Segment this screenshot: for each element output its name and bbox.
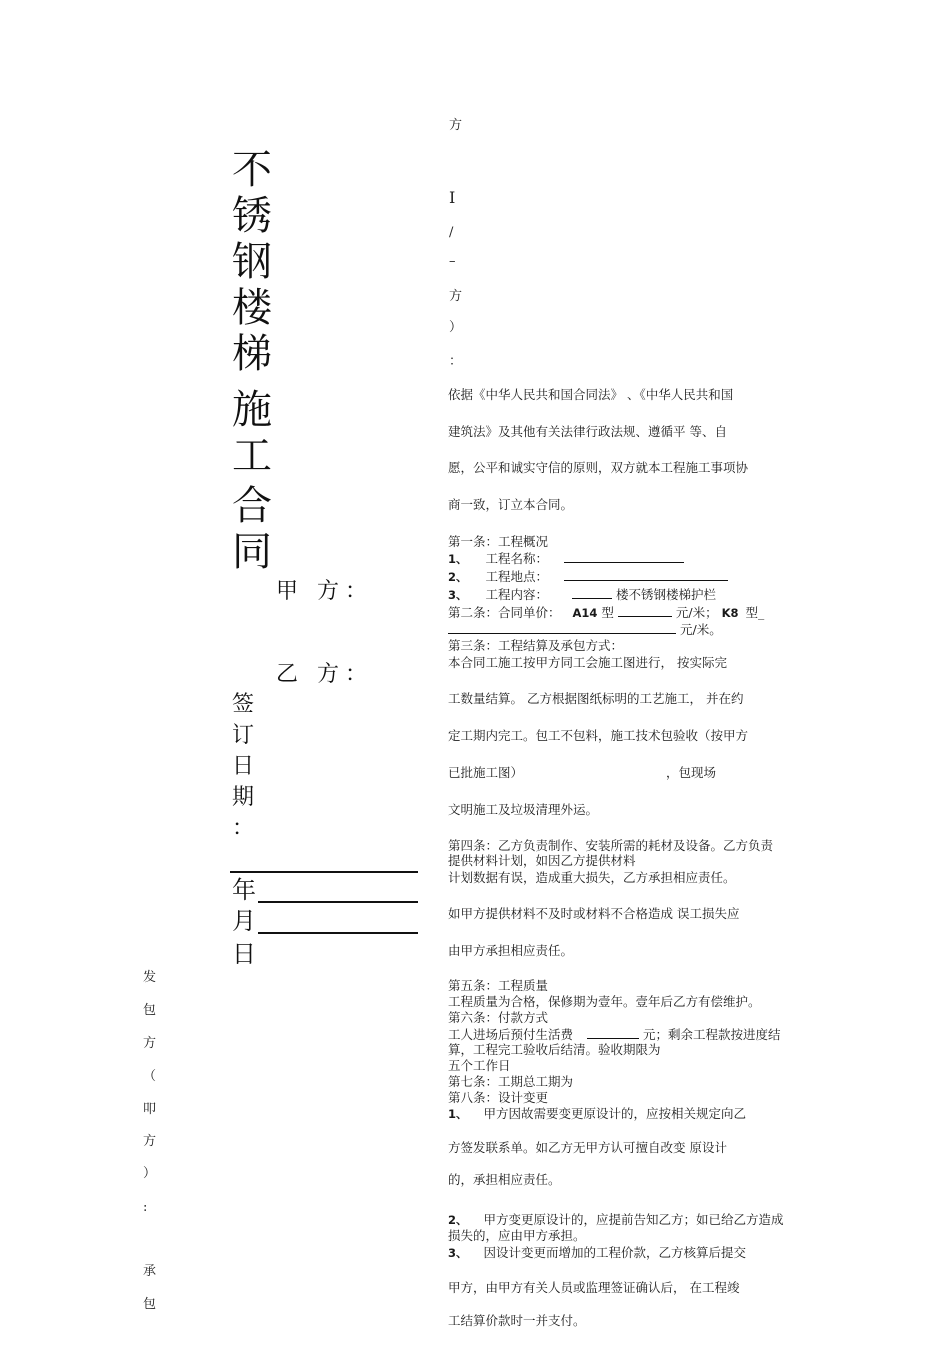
year-label: 年 <box>232 876 256 904</box>
price-a14-blank <box>618 604 672 617</box>
article-4-line: 计划数据有误，造成重大损失，乙方承担相应责任。 <box>448 870 736 885</box>
article-3-line: 定工期内完工。包工不包料，施工技术包验收（按甲方 <box>448 728 749 743</box>
vertical-char: 承 <box>143 1264 157 1279</box>
advance-payment-text: 元；剩余工程款按进度结 <box>642 1027 781 1042</box>
article-2-line <box>448 604 764 621</box>
item-number: 3、 <box>448 1246 468 1260</box>
project-content-label: 工程内容： <box>485 587 549 602</box>
signature-line <box>230 871 418 873</box>
title-char: 同 <box>232 529 272 575</box>
article-1-heading: 第一条：工程概况 <box>448 534 549 549</box>
article-8-line: 的，承担相应责任。 <box>448 1172 561 1187</box>
sign-char: 签 <box>232 692 255 717</box>
sign-char: 日 <box>232 754 255 779</box>
article-1-item-1 <box>448 550 684 567</box>
vertical-char: 包 <box>143 1003 157 1018</box>
vertical-char: 方 <box>449 289 463 304</box>
vertical-char: （ <box>143 1069 157 1084</box>
unit-label: 元/米； <box>675 605 718 620</box>
article-6-line: 五个工作日 <box>448 1058 511 1073</box>
price-k8-blank <box>448 621 676 634</box>
vertical-char: – <box>449 254 456 269</box>
vertical-char: 发 <box>143 970 157 985</box>
vertical-char: 叩 <box>143 1102 157 1117</box>
vertical-char: / <box>449 225 454 240</box>
advance-payment-blank <box>587 1026 639 1039</box>
vertical-char: : <box>143 1200 148 1215</box>
article-8-item-1 <box>448 1106 746 1122</box>
project-content-blank <box>572 586 612 599</box>
type-label: 型 <box>601 605 614 620</box>
item-number: 2、 <box>448 570 468 584</box>
article-8-line: 损失的，应由甲方承担。 <box>448 1228 586 1243</box>
preamble-line: 依据《中华人民共和国合同法》 、《中华人民共和国 <box>448 387 734 402</box>
item-number: 2、 <box>448 1213 468 1227</box>
article-1-item-2 <box>448 568 728 585</box>
party-a-label: 甲 方： <box>276 579 373 604</box>
sign-char: 订 <box>232 723 255 748</box>
year-blank <box>258 901 418 903</box>
title-char: 施 <box>232 387 272 433</box>
sign-char: 期 <box>232 785 255 810</box>
project-location-blank <box>564 568 728 581</box>
title-char: 钢 <box>232 239 272 285</box>
article-3-line: 已批施工图） ，包现场 <box>448 765 717 780</box>
article-8-heading: 第八条：设计变更 <box>448 1090 549 1105</box>
article-8-item-2 <box>448 1212 784 1228</box>
item-text: 因设计变更而增加的工程价款，乙方核算后提交 <box>483 1245 747 1260</box>
model-a14: A14 <box>572 606 598 620</box>
article-3-line: 文明施工及垃圾清理外运。 <box>448 802 599 817</box>
article-8-line: 甲方，由甲方有关人员或监理签证确认后， 在工程竣 <box>448 1280 740 1295</box>
item-number: 3、 <box>448 588 468 602</box>
article-4-line: 提供材料计划，如因乙方提供材料 <box>448 853 636 868</box>
article-3-line: 工数量结算。 乙方根据图纸标明的工艺施工， 并在约 <box>448 691 744 706</box>
article-8-item-3 <box>448 1245 746 1261</box>
article-1-item-3 <box>448 586 716 603</box>
title-char: 锈 <box>232 193 272 239</box>
article-8-line: 工结算价款时一并支付。 <box>448 1313 586 1328</box>
advance-payment-label: 工人进场后预付生活费 <box>448 1027 574 1042</box>
project-name-blank <box>564 550 684 563</box>
title-char: 不 <box>232 147 272 193</box>
article-4-line: 由甲方承担相应责任。 <box>448 943 574 958</box>
vertical-char: ） <box>449 320 463 335</box>
month-blank <box>258 932 418 934</box>
vertical-char: 包 <box>143 1297 157 1312</box>
article-7-heading: 第七条：工期总工期为 <box>448 1074 574 1089</box>
article-2-heading: 第二条：合同单价： <box>448 605 561 620</box>
article-6-heading: 第六条：付款方式 <box>448 1010 549 1025</box>
vertical-char: ） <box>143 1166 157 1181</box>
article-3-line: 本合同工施工按甲方同工会施工图进行， 按实际完 <box>448 655 727 670</box>
title-char: 工 <box>232 433 272 479</box>
article-3-heading: 第三条：工程结算及承包方式： <box>448 638 624 653</box>
article-4-line: 第四条：乙方负责制作、安装所需的耗材及设备。乙方负责 <box>448 838 774 853</box>
title-char: 合 <box>232 483 272 529</box>
article-6-line: 算，工程完工验收后结清。验收期限为 <box>448 1042 661 1057</box>
vertical-char: I <box>449 188 456 207</box>
item-text: 甲方变更原设计的，应提前告知乙方；如已给乙方造成 <box>483 1212 784 1227</box>
article-8-line: 方签发联系单。如乙方无甲方认可擅自改变 原设计 <box>448 1140 727 1155</box>
month-label: 月 <box>232 907 256 935</box>
day-label: 日 <box>232 940 256 968</box>
project-name-label: 工程名称： <box>485 551 549 566</box>
preamble-line: 建筑法》及其他有关法律行政法规、遵循平 等、自 <box>448 424 727 439</box>
title-char: 梯 <box>232 331 272 377</box>
item-number: 1、 <box>448 552 468 566</box>
project-content-text: 楼不锈钢楼梯护栏 <box>615 587 716 602</box>
unit-label: 元/米。 <box>679 622 722 637</box>
title-char: 楼 <box>232 285 272 331</box>
party-b-label: 乙 方： <box>276 662 373 687</box>
article-5-text: 工程质量为合格，保修期为壹年。壹年后乙方有偿维护。 <box>448 994 761 1009</box>
article-5-heading: 第五条：工程质量 <box>448 978 549 993</box>
article-4-line: 如甲方提供材料不及时或材料不合格造成 误工损失应 <box>448 906 740 921</box>
vertical-char: 方 <box>143 1036 157 1051</box>
item-number: 1、 <box>448 1107 468 1121</box>
article-6-line-1 <box>448 1026 781 1042</box>
sign-char: ： <box>232 816 255 841</box>
type-label: 型_ <box>745 605 765 620</box>
project-location-label: 工程地点： <box>485 569 549 584</box>
item-text: 甲方因故需要变更原设计的，应按相关规定向乙 <box>483 1106 747 1121</box>
model-k8: K8 <box>721 606 739 620</box>
preamble-line: 商一致，订立本合同。 <box>448 497 574 512</box>
preamble-line: 愿，公平和诚实守信的原则，双方就本工程施工事项协 <box>448 460 749 475</box>
vertical-char: 方 <box>143 1134 157 1149</box>
article-2-line-2 <box>448 621 722 637</box>
vertical-char: 方 <box>449 118 463 133</box>
vertical-char: ： <box>449 354 463 369</box>
